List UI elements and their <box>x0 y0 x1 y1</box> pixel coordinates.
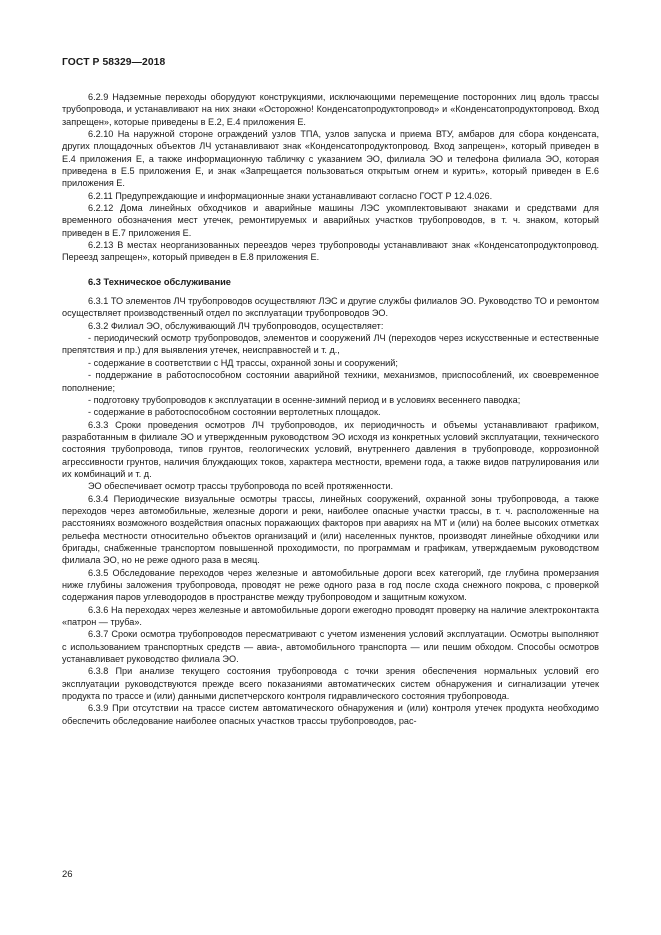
list-item-equipment: - поддержание в работоспособном состоянии аварийной техники, механизмов, приспособлений, их своевременное пополнение; <box>62 370 599 393</box>
clause-6-3-5: 6.3.5 Обследование переходов через железные и автомобильные дороги всех категорий, где глубина промерзания ниже глубины заложения трубопровода, проводят не реже одного раза в год после схода снежного покрова, с проверкой содержания паров углеводородов в пространстве между трубопроводом и защитным кожухом. <box>62 567 599 603</box>
clause-6-2-10: 6.2.10 На наружной стороне ограждений узлов ТПА, узлов запуска и приема ВТУ, амбаров для сбора конденсата, других площадочных объектов ЛЧ устанавливают знак «Конденсатопродуктопровод. Вход запрещен», который приведен в Е.4 приложения Е, а также информационную табличку с указанием ЭО, филиала ЭО и телефона филиала ЭО, которая приведена в Е.5 приложения Е, и знак «Запрещается пользоваться открытым огнем и курить», который приведен в Е.6 приложения Е. <box>62 129 599 189</box>
clause-6-2-11: 6.2.11 Предупреждающие и информационные знаки устанавливают согласно ГОСТ Р 12.4.026. <box>88 190 493 201</box>
clause-6-3-2: 6.3.2 Филиал ЭО, обслуживающий ЛЧ трубопроводов, осуществляет: <box>88 320 384 331</box>
document-header: ГОСТ Р 58329—2018 <box>62 57 166 68</box>
page-number: 26 <box>62 869 73 880</box>
section-title: 6.3 Техническое обслуживание <box>88 276 231 287</box>
list-item-seasonal-prep: - подготовку трубопроводов к эксплуатации в осенне-зимний период и в условиях весеннего паводка; <box>88 394 521 405</box>
list-item-inspection: - периодический осмотр трубопроводов, элементов и сооружений ЛЧ (переходов через искусственные и естественные препятствия и пр.) для выявления утечек, неисправностей и т. д., <box>62 333 599 356</box>
clause-6-3-6: 6.3.6 На переходах через железные и автомобильные дороги ежегодно проводят проверку на наличие электроконтакта «патрон — труба». <box>62 604 599 628</box>
clause-6-3-3-note: ЭО обеспечивает осмотр трассы трубопровода по всей протяженности. <box>88 481 394 492</box>
clause-list-6-3 <box>62 295 599 727</box>
clause-6-3-4: 6.3.4 Периодические визуальные осмотры трассы, линейных сооружений, охранной зоны трубопровода, а также переходов через автомобильные, железные дороги и реки, наиболее опасные участки трассы, в т. ч. расположенные на расстояниях возможного воздействия опасных поражающих факторов при авариях на МТ и (или) на более высоких отметках рельефа местности относительно объектов организаций и (или) населенных пунктов, производят линейные обходчики или бригады, снабженные транспортом повышенной проходимости, по программам и графикам, утверждаемым руководством филиала ЭО, но не реже одного раза в месяц. <box>62 493 599 566</box>
list-item-helipads: - содержание в работоспособном состоянии вертолетных площадок. <box>88 407 381 418</box>
clause-6-2-13: 6.2.13 В местах неорганизованных переездов через трубопроводы устанавливают знак «Конденсатопродуктопровод. Переезд запрещен», который приведен в Е.8 приложения Е. <box>62 240 599 263</box>
document-body <box>62 91 599 727</box>
clause-list-6-2 <box>62 91 599 264</box>
clause-6-3-9: 6.3.9 При отсутствии на трассе систем автоматического обнаружения и (или) контроля утечек продукта необходимо обеспечить обследование наиболее опасных участков трассы трубопроводов, рас- <box>62 703 599 726</box>
list-item-maintenance: - содержание в соответствии с НД трассы, охранной зоны и сооружений; <box>88 357 398 368</box>
clause-6-2-12: 6.2.12 Дома линейных обходчиков и аварийные машины ЛЭС укомплектовывают знаками и средствами для временного обозначения мест утечек, ремонтируемых и аварийных участков трубопроводов, в т. ч. знаком, который приведен в Е.7 приложения Е. <box>62 203 599 238</box>
clause-6-3-3: 6.3.3 Сроки проведения осмотров ЛЧ трубопроводов, их периодичность и объемы устанавливают графиком, разработанным в филиале ЭО и утвержденным руководством ЭО исходя из конкретных условий эксплуатации, технического состояния трубопровода, типов грунтов, геологических условий, внутреннего давления в трубопроводе, коррозионной агрессивности грунтов, наличия блуждающих токов, характера местности, времени года, а также видов патрулирования или их комбинаций и т. д. <box>62 419 599 479</box>
clause-6-2-9: 6.2.9 Надземные переходы оборудуют конструкциями, исключающими перемещение посторонних лиц вдоль трассы трубопровода, и устанавливают на них знаки «Осторожно! Конденсатопродуктопровод» и «Конденсатопродуктопровод. Вход запрещен», которые приведены в Е.2, Е.4 приложения Е. <box>62 92 599 127</box>
clause-6-3-7: 6.3.7 Сроки осмотра трубопроводов пересматривают с учетом изменения условий эксплуатации. Осмотры выполняют с использованием транспортных средств — авиа-, автомобильного транспорта — или пешим обходом. Способы осмотров устанавливает руководство филиала ЭО. <box>62 629 599 665</box>
clause-6-3-8: 6.3.8 При анализе текущего состояния трубопровода с точки зрения обеспечения нормальных условий его эксплуатации руководствуются прежде всего показаниями автоматических систем обнаружения и сигнализации утечек продукта по трассе и (или) данными диспетчерского контроля гидравлического состояния трубопровода. <box>62 666 599 702</box>
clause-6-3-1: 6.3.1 ТО элементов ЛЧ трубопроводов осуществляют ЛЭС и другие службы филиалов ЭО. Руководство ТО и ремонтом осуществляет производственный отдел по эксплуатации трубопроводов ЭО. <box>62 296 599 319</box>
